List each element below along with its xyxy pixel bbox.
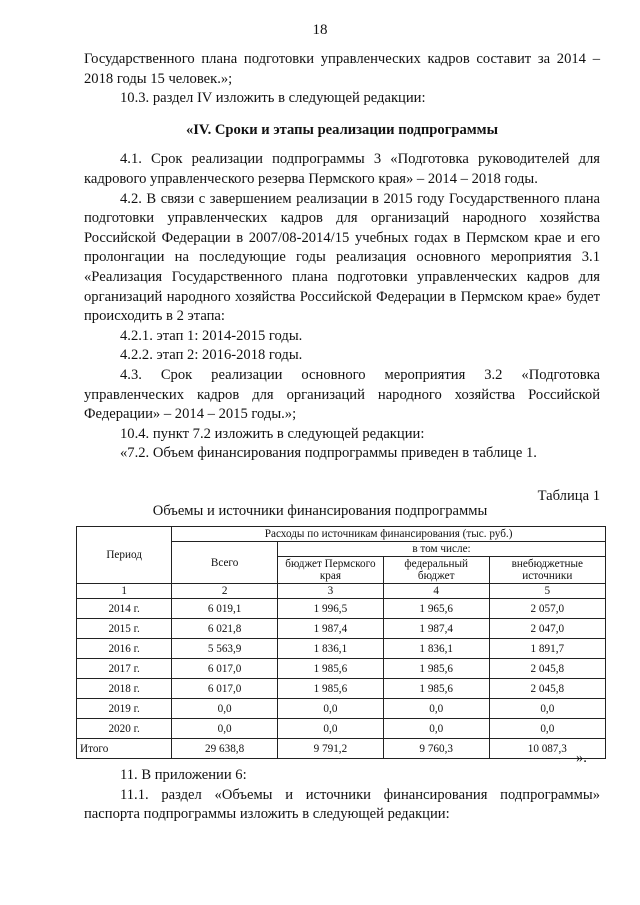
cell-total: 29 638,8 bbox=[172, 739, 278, 759]
cell-regional: 1 836,1 bbox=[278, 639, 384, 659]
cell-total: 6 021,8 bbox=[172, 619, 278, 639]
cell-federal: 0,0 bbox=[383, 699, 489, 719]
cell-period: 2020 г. bbox=[77, 719, 172, 739]
section-heading: «IV. Сроки и этапы реализации подпрограммы bbox=[185, 121, 499, 138]
cell-extra: 2 045,8 bbox=[489, 659, 605, 679]
main-text bbox=[84, 50, 600, 464]
paragraph-7-2: «7.2. Объем финансирования подпрограммы приведен в таблице 1. bbox=[120, 445, 537, 462]
cell-period: 2014 г. bbox=[77, 599, 172, 619]
closing-quote: ». bbox=[576, 750, 587, 766]
paragraph-4-2-1: 4.2.1. этап 1: 2014-2015 годы. bbox=[120, 327, 303, 344]
page-number: 18 bbox=[312, 22, 328, 38]
table-row bbox=[77, 679, 606, 699]
tail-text bbox=[84, 766, 600, 825]
cell-regional: 9 791,2 bbox=[278, 739, 384, 759]
cell-period: 2019 г. bbox=[77, 699, 172, 719]
cell-period: 2016 г. bbox=[77, 639, 172, 659]
table-row bbox=[77, 639, 606, 659]
cell-extra: 2 057,0 bbox=[489, 599, 605, 619]
table-row bbox=[77, 719, 606, 739]
table-row-total bbox=[77, 739, 606, 759]
header-period: Период bbox=[77, 527, 172, 584]
cell-extra: 2 047,0 bbox=[489, 619, 605, 639]
cell-federal: 9 760,3 bbox=[383, 739, 489, 759]
cell-total: 0,0 bbox=[172, 719, 278, 739]
paragraph-4-1: 4.1. Срок реализации подпрограммы 3 «Подготовка руководителей для кадрового управленческого резерва Пермского края» – 2014 – 2018 годы. bbox=[84, 151, 600, 187]
cell-extra: 2 045,8 bbox=[489, 679, 605, 699]
cell-federal: 1 965,6 bbox=[383, 599, 489, 619]
table-label: Таблица 1 bbox=[537, 488, 600, 504]
paragraph-10-4: 10.4. пункт 7.2 изложить в следующей редакции: bbox=[120, 425, 425, 442]
cell-regional: 1 985,6 bbox=[278, 659, 384, 679]
cell-regional: 1 987,4 bbox=[278, 619, 384, 639]
table-row bbox=[77, 659, 606, 679]
col-number: 5 bbox=[489, 584, 605, 599]
cell-period: 2017 г. bbox=[77, 659, 172, 679]
paragraph-11: 11. В приложении 6: bbox=[120, 767, 247, 783]
cell-total: 6 019,1 bbox=[172, 599, 278, 619]
header-regional: бюджет Пермского края bbox=[278, 557, 384, 584]
col-number: 1 bbox=[77, 584, 172, 599]
cell-regional: 1 985,6 bbox=[278, 679, 384, 699]
cell-federal: 1 985,6 bbox=[383, 659, 489, 679]
table-row bbox=[77, 599, 606, 619]
cell-extra: 10 087,3 bbox=[489, 739, 605, 759]
cell-total: 6 017,0 bbox=[172, 659, 278, 679]
cell-extra: 0,0 bbox=[489, 719, 605, 739]
paragraph-11-1: 11.1. раздел «Объемы и источники финансирования подпрограммы» паспорта подпрограммы изложить в следующей редакции: bbox=[84, 786, 600, 823]
paragraph-4-3: 4.3. Срок реализации основного мероприятия 3.2 «Подготовка управленческих кадров для организаций народного хозяйства Российской Федерации» – 2014 – 2015 годы.»; bbox=[84, 366, 600, 423]
table-title: Объемы и источники финансирования подпрограммы bbox=[152, 503, 488, 519]
cell-extra: 1 891,7 bbox=[489, 639, 605, 659]
cell-federal: 1 985,6 bbox=[383, 679, 489, 699]
cell-total: 5 563,9 bbox=[172, 639, 278, 659]
cell-total: 6 017,0 bbox=[172, 679, 278, 699]
cell-regional: 0,0 bbox=[278, 719, 384, 739]
table-row bbox=[77, 619, 606, 639]
header-federal: федеральный бюджет bbox=[383, 557, 489, 584]
header-expenses: Расходы по источникам финансирования (тыс. руб.) bbox=[172, 527, 606, 542]
col-number: 3 bbox=[278, 584, 384, 599]
cell-regional: 0,0 bbox=[278, 699, 384, 719]
col-number: 2 bbox=[172, 584, 278, 599]
column-number-row bbox=[77, 584, 606, 599]
header-extra: внебюджетные источники bbox=[489, 557, 605, 584]
paragraph-continuation: Государственного плана подготовки управленческих кадров составит за 2014 – 2018 годы 15 человек.»; bbox=[84, 51, 600, 87]
cell-period: 2015 г. bbox=[77, 619, 172, 639]
paragraph-10-3: 10.3. раздел IV изложить в следующей редакции: bbox=[120, 90, 426, 107]
paragraph-4-2-2: 4.2.2. этап 2: 2016-2018 годы. bbox=[120, 347, 303, 364]
cell-regional: 1 996,5 bbox=[278, 599, 384, 619]
table-row bbox=[77, 699, 606, 719]
cell-federal: 0,0 bbox=[383, 719, 489, 739]
header-including: в том числе: bbox=[278, 542, 606, 557]
col-number: 4 bbox=[383, 584, 489, 599]
cell-federal: 1 987,4 bbox=[383, 619, 489, 639]
cell-period: Итого bbox=[77, 739, 172, 759]
cell-total: 0,0 bbox=[172, 699, 278, 719]
cell-period: 2018 г. bbox=[77, 679, 172, 699]
financing-table bbox=[76, 526, 606, 759]
cell-extra: 0,0 bbox=[489, 699, 605, 719]
paragraph-4-2: 4.2. В связи с завершением реализации в 2015 году Государственного плана подготовки управленческих кадров для организаций народного хозяйства Российской Федерации в 2007/08-2014/15 учебных годах в Пермском крае и его пролонгации на последующие годы реализация основного мероприятия 3.1 «Реализация Государственного плана подготовки управленческих кадров для организаций народного хозяйства Российской Федерации в Пермском крае» будет происходить в 2 этапа: bbox=[84, 190, 600, 325]
header-total: Всего bbox=[172, 542, 278, 584]
cell-federal: 1 836,1 bbox=[383, 639, 489, 659]
